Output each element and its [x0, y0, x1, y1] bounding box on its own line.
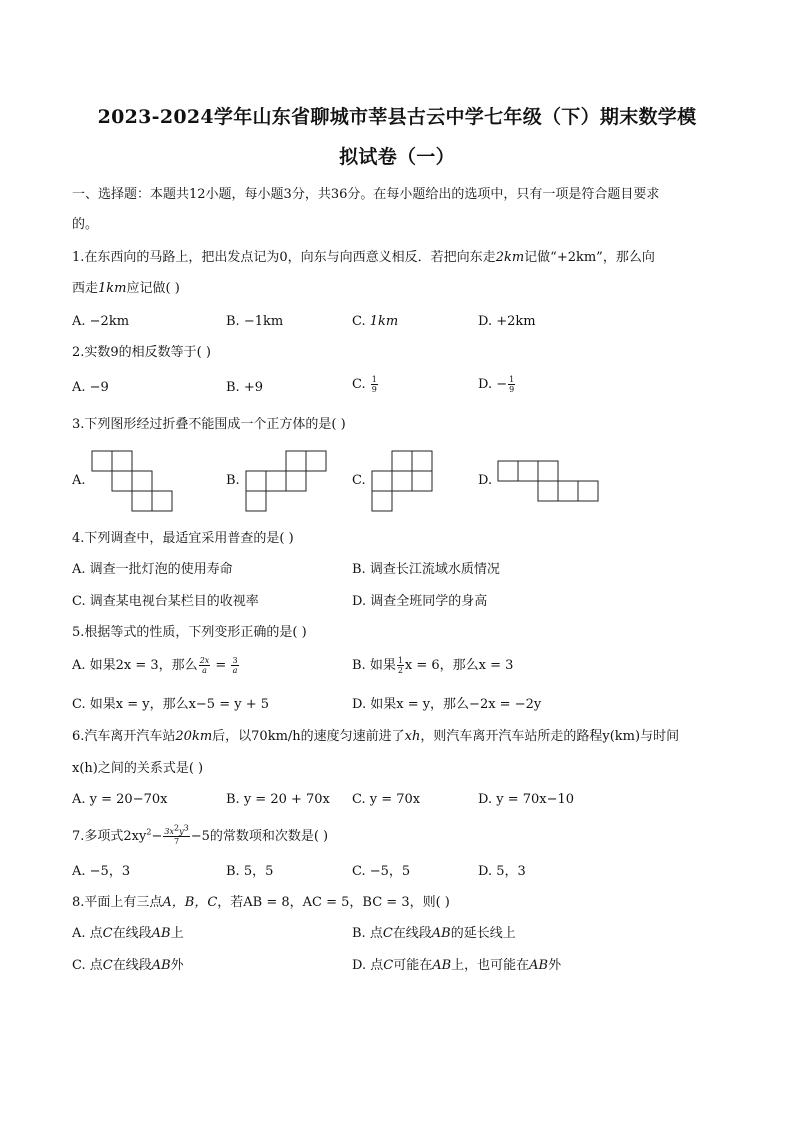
- q7-option-c[interactable]: C. −5，5: [352, 864, 411, 879]
- page-title: [60, 103, 734, 131]
- q1-option-b[interactable]: B. −1km: [226, 314, 284, 329]
- q3-option-c-label[interactable]: C.: [352, 473, 366, 488]
- q2-option-a[interactable]: A. −9: [72, 380, 109, 395]
- q6-option-d[interactable]: D. y = 70x−10: [478, 792, 575, 807]
- question-5-stem: 5.根据等式的性质，下列变形正确的是( ): [72, 625, 307, 640]
- fraction: $\frac{3}{a}$: [232, 656, 238, 675]
- cube-net-d-figure: [497, 460, 601, 504]
- q1-option-a[interactable]: A. −2km: [72, 314, 130, 329]
- question-8-stem: 8.平面上有三点A，B，C，若AB = 8，AC = 5，BC = 3，则( ): [72, 895, 450, 910]
- section-header: 一、选择题：本题共12小题，每小题3分，共36分。在每小题给出的选项中，只有一项是符合题目要求: [72, 187, 660, 202]
- q7-option-a[interactable]: A. −5，3: [72, 864, 131, 879]
- q3-option-d-label[interactable]: D.: [478, 473, 493, 488]
- q6-option-c[interactable]: C. y = 70x: [352, 792, 421, 807]
- fraction: $\frac{1}{9}$: [371, 375, 377, 394]
- q2-option-c[interactable]: C. $\frac{1}{9}$: [352, 375, 377, 394]
- question-2-stem: 2.实数9的相反数等于( ): [72, 345, 211, 360]
- q8-option-b[interactable]: B. 点C在线段AB的延长线上: [352, 926, 516, 941]
- title-line-2: 拟试卷（一）: [339, 146, 455, 168]
- q3-option-a-label[interactable]: A.: [72, 473, 86, 488]
- q3-option-b-label[interactable]: B.: [226, 473, 240, 488]
- question-1-stem: 1.在东西向的马路上，把出发点记为0，向东与向西意义相反．若把向东走2km记做“+2km”，那么向: [72, 250, 655, 265]
- q5-option-a[interactable]: A. 如果2x = 3，那么 $\frac{2x}{a}$ = $\frac{3}{a}$: [72, 656, 238, 675]
- q6-option-b[interactable]: B. y = 20 + 70x: [226, 792, 330, 807]
- q4-option-b[interactable]: B. 调查长江流域水质情况: [352, 562, 500, 577]
- q6-option-a[interactable]: A. y = 20−70x: [72, 792, 168, 807]
- q8-option-d[interactable]: D. 点C可能在AB上，也可能在AB外: [352, 958, 562, 973]
- q5-option-c[interactable]: C. 如果x = y，那么x−5 = y + 5: [72, 697, 270, 712]
- cube-net-b-figure: [245, 450, 329, 514]
- question-1-stem-continued: 西走1km应记做( ): [72, 281, 180, 296]
- question-7-stem: 7.多项式$2xy^2-$ $\frac{3x^2y^3}{7}$ −5的常数项和次数是( ): [72, 823, 329, 846]
- fraction: $\frac{1}{9}$: [509, 375, 515, 394]
- fraction: $\frac{1}{2}$: [397, 656, 403, 675]
- question-3-stem: 3.下列图形经过折叠不能围成一个正方体的是( ): [72, 417, 346, 432]
- q1-option-d[interactable]: D. +2km: [478, 314, 536, 329]
- q2-option-d[interactable]: D. − $\frac{1}{9}$: [478, 375, 515, 394]
- q5-option-d[interactable]: D. 如果x = y，那么−2x = −2y: [352, 697, 542, 712]
- q8-option-c[interactable]: C. 点C在线段AB外: [72, 958, 184, 973]
- q8-option-a[interactable]: A. 点C在线段AB上: [72, 926, 184, 941]
- question-4-stem: 4.下列调查中，最适宜采用普查的是( ): [72, 531, 294, 546]
- q3-net-c[interactable]: [371, 450, 435, 518]
- section-header-continued: 的。: [72, 217, 99, 232]
- fraction: $\frac{3x^2y^3}{7}$: [164, 823, 189, 846]
- cube-net-a-figure: [91, 450, 175, 514]
- q4-option-d[interactable]: D. 调查全班同学的身高: [352, 594, 488, 609]
- q7-option-d[interactable]: D. 5，3: [478, 864, 526, 879]
- q4-option-c[interactable]: C. 调查某电视台某栏目的收视率: [72, 594, 259, 609]
- q2-option-b[interactable]: B. +9: [226, 380, 263, 395]
- title-line-1: 2023-2024学年山东省聊城市莘县古云中学七年级（下）期末数学模: [97, 106, 697, 128]
- page-title-continued: [60, 143, 734, 171]
- q4-option-a[interactable]: A. 调查一批灯泡的使用寿命: [72, 562, 233, 577]
- q7-option-b[interactable]: B. 5，5: [226, 864, 274, 879]
- q5-option-b[interactable]: B. 如果 $\frac{1}{2}$ x = 6，那么x = 3: [352, 656, 514, 675]
- q3-net-d[interactable]: [497, 460, 601, 508]
- cube-net-c-figure: [371, 450, 435, 514]
- question-6-stem-continued: x(h)之间的关系式是( ): [72, 761, 204, 776]
- q3-net-b[interactable]: [245, 450, 329, 518]
- question-6-stem: 6.汽车离开汽车站20km后，以70km/h的速度匀速前进了xh，则汽车离开汽车站所走的路程y(km)与时间: [72, 729, 680, 744]
- q1-option-c[interactable]: C. 1km: [352, 314, 399, 329]
- q3-net-a[interactable]: [91, 450, 175, 518]
- fraction: $\frac{2x}{a}$: [199, 656, 210, 675]
